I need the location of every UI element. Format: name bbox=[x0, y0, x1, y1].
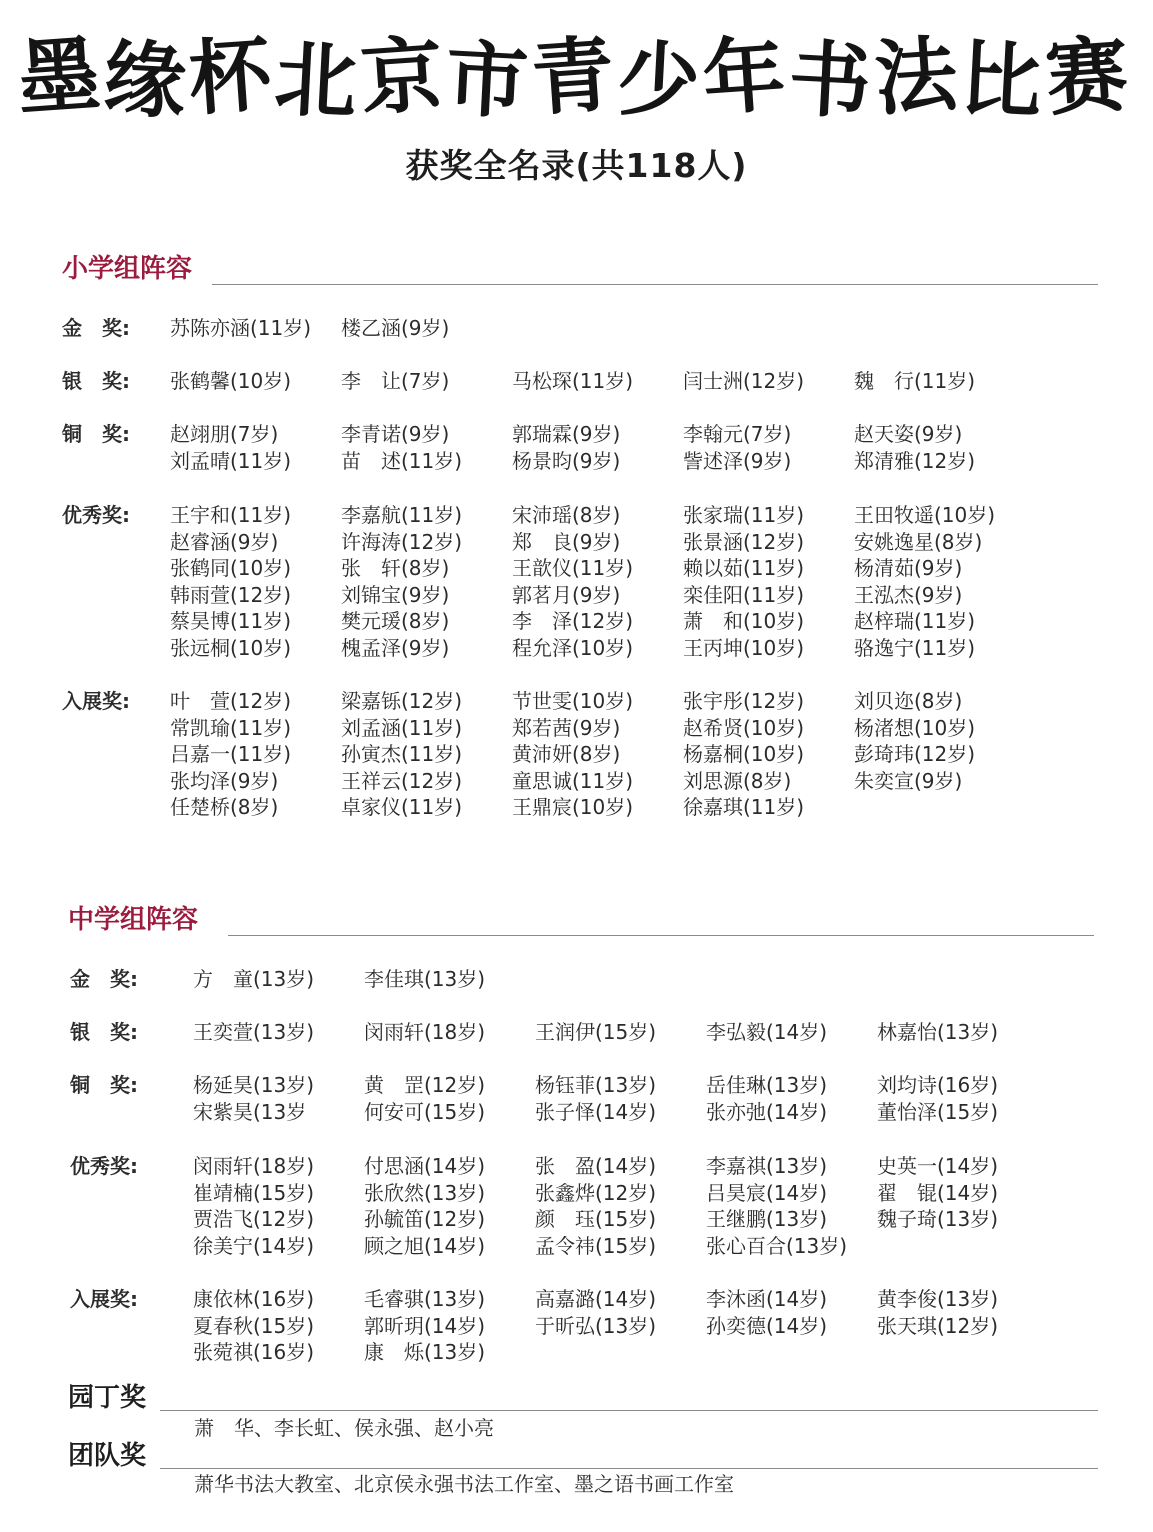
winner-name: 郭昕玥(14岁) bbox=[364, 1313, 486, 1338]
winner-name: 梁嘉铄(12岁) bbox=[341, 689, 463, 713]
award-label: 铜 奖: bbox=[70, 1073, 138, 1097]
award-label: 优秀奖: bbox=[62, 503, 130, 527]
calligraphy-character: 青 bbox=[528, 26, 618, 128]
winner-name: 张菀祺(16岁) bbox=[193, 1340, 315, 1364]
calligraphy-character: 市 bbox=[443, 30, 531, 132]
name-list bbox=[193, 966, 1048, 993]
winner-name: 黄 罡(12岁) bbox=[364, 1073, 486, 1097]
name-list bbox=[170, 368, 1025, 395]
winner-name: 郑若茜(9岁) bbox=[512, 715, 621, 740]
winner-name: 黄沛妍(8岁) bbox=[512, 742, 621, 766]
calligraphy-character: 赛 bbox=[1042, 26, 1132, 128]
winner-name: 闫士洲(12岁) bbox=[683, 369, 805, 393]
winner-name: 王田牧遥(10岁) bbox=[854, 503, 996, 527]
winner-name: 于昕弘(13岁) bbox=[535, 1313, 657, 1338]
winner-name: 张心百合(13岁) bbox=[706, 1233, 848, 1258]
winner-name: 黄李俊(13岁) bbox=[877, 1287, 999, 1311]
winner-name: 李沐函(14岁) bbox=[706, 1287, 828, 1311]
winner-name: 郭茗月(9岁) bbox=[512, 582, 621, 607]
winner-name: 林嘉怡(13岁) bbox=[877, 1020, 999, 1044]
winner-name: 刘孟涵(11岁) bbox=[341, 715, 463, 740]
page-subtitle: 获奖全名录(共118人) bbox=[405, 146, 748, 185]
calligraphy-character: 北 bbox=[272, 30, 360, 132]
winner-name: 李翰元(7岁) bbox=[683, 422, 792, 446]
winner-name: 李 泽(12岁) bbox=[512, 609, 634, 633]
winner-name: 槐孟泽(9岁) bbox=[341, 635, 450, 660]
winner-name: 徐嘉琪(11岁) bbox=[683, 795, 805, 819]
winner-name: 张远桐(10岁) bbox=[170, 635, 292, 660]
winner-name: 张天琪(12岁) bbox=[877, 1313, 999, 1338]
winner-name: 节世雯(10岁) bbox=[512, 689, 634, 713]
winner-name: 任楚桥(8岁) bbox=[170, 795, 279, 819]
winner-name: 孙寅杰(11岁) bbox=[341, 742, 463, 766]
winner-name: 史英一(14岁) bbox=[877, 1154, 999, 1178]
winner-name: 刘思源(8岁) bbox=[683, 768, 792, 793]
winner-name: 赖以茹(11岁) bbox=[683, 556, 805, 580]
winner-name: 何安可(15岁) bbox=[364, 1099, 486, 1124]
calligraphy-character: 比 bbox=[957, 30, 1045, 132]
winner-name: 孙奕德(14岁) bbox=[706, 1313, 828, 1338]
calligraphy-character: 少 bbox=[614, 30, 702, 132]
calligraphy-character: 书 bbox=[786, 30, 874, 132]
winner-name: 萧 和(10岁) bbox=[683, 609, 805, 633]
winner-name: 朱奕宣(9岁) bbox=[854, 768, 963, 793]
team-award-names: 萧华书法大教室、北京侯永强书法工作室、墨之语书画工作室 bbox=[194, 1472, 734, 1496]
winner-name: 张欣然(13岁) bbox=[364, 1180, 486, 1205]
winner-name: 孟令祎(15岁) bbox=[535, 1233, 657, 1258]
winner-name: 赵天姿(9岁) bbox=[854, 422, 963, 446]
gardener-award-title: 园丁奖 bbox=[68, 1383, 147, 1413]
winner-name: 王丙坤(10岁) bbox=[683, 635, 805, 660]
winner-name: 张均泽(9岁) bbox=[170, 768, 279, 793]
winner-name: 高嘉潞(14岁) bbox=[535, 1287, 657, 1311]
winner-name: 赵翊朋(7岁) bbox=[170, 422, 279, 446]
winner-name: 杨渚想(10岁) bbox=[854, 715, 976, 740]
winner-name: 张宇彤(12岁) bbox=[683, 689, 805, 713]
winner-name: 樊元瑗(8岁) bbox=[341, 609, 450, 633]
section-divider bbox=[212, 284, 1098, 285]
gardener-award-names: 萧 华、李长虹、侯永强、赵小亮 bbox=[194, 1416, 494, 1440]
winner-name: 卓家仪(11岁) bbox=[341, 795, 463, 819]
gardener-divider bbox=[160, 1410, 1098, 1411]
calligraphy-character: 年 bbox=[700, 26, 789, 128]
winner-name: 毛睿骐(13岁) bbox=[364, 1287, 486, 1311]
calligraphy-banner bbox=[14, 22, 1132, 132]
winner-name: 彭琦玮(12岁) bbox=[854, 742, 976, 766]
winner-name: 张 盈(14岁) bbox=[535, 1154, 657, 1178]
name-list bbox=[170, 421, 1025, 474]
team-award-title: 团队奖 bbox=[68, 1441, 147, 1471]
winner-name: 骆逸宁(11岁) bbox=[854, 635, 976, 660]
winner-name: 刘贝迩(8岁) bbox=[854, 689, 963, 713]
winner-name: 付思涵(14岁) bbox=[364, 1154, 486, 1178]
winner-name: 李 让(7岁) bbox=[341, 369, 450, 393]
primary-section bbox=[0, 252, 1153, 819]
winner-name: 王奕萱(13岁) bbox=[193, 1020, 315, 1044]
winner-name: 安姚逸星(8岁) bbox=[854, 529, 983, 554]
winner-name: 王鼎宸(10岁) bbox=[512, 795, 634, 819]
winner-name: 宋紫昊(13岁 bbox=[193, 1099, 307, 1124]
winner-name: 闵雨轩(18岁) bbox=[364, 1020, 486, 1044]
calligraphy-character: 墨 bbox=[14, 26, 104, 128]
winner-name: 楼乙涵(9岁) bbox=[341, 316, 450, 340]
winner-name: 李嘉祺(13岁) bbox=[706, 1154, 828, 1178]
award-label: 金 奖: bbox=[62, 316, 130, 340]
winner-name: 顾之旭(14岁) bbox=[364, 1233, 486, 1258]
winner-name: 杨延昊(13岁) bbox=[193, 1073, 315, 1097]
winner-name: 刘锦宝(9岁) bbox=[341, 582, 450, 607]
winner-name: 魏 行(11岁) bbox=[854, 369, 976, 393]
name-list bbox=[193, 1019, 1048, 1046]
award-label: 入展奖: bbox=[70, 1287, 138, 1311]
winner-name: 宋沛瑶(8岁) bbox=[512, 503, 621, 527]
winner-name: 叶 萱(12岁) bbox=[170, 689, 292, 713]
winner-name: 董怡泽(15岁) bbox=[877, 1099, 999, 1124]
winner-name: 张子怿(14岁) bbox=[535, 1099, 657, 1124]
winner-name: 康依林(16岁) bbox=[193, 1287, 315, 1311]
section-divider bbox=[228, 935, 1094, 936]
name-list bbox=[193, 1153, 1048, 1259]
award-label: 优秀奖: bbox=[70, 1154, 138, 1178]
winner-name: 程允泽(10岁) bbox=[512, 635, 634, 660]
winner-name: 赵梓瑞(11岁) bbox=[854, 609, 976, 633]
winner-name: 赵希贤(10岁) bbox=[683, 715, 805, 740]
winner-name: 王润伊(15岁) bbox=[535, 1020, 657, 1044]
winner-name: 张鹤馨(10岁) bbox=[170, 369, 292, 393]
winner-name: 王宇和(11岁) bbox=[170, 503, 292, 527]
calligraphy-character: 京 bbox=[357, 26, 446, 128]
winner-name: 康 烁(13岁) bbox=[364, 1340, 486, 1364]
winner-name: 郭瑞霖(9岁) bbox=[512, 422, 621, 446]
name-list bbox=[170, 502, 1025, 661]
award-label: 铜 奖: bbox=[62, 422, 130, 446]
winner-name: 赵睿涵(9岁) bbox=[170, 529, 279, 554]
winner-name: 郑清雅(12岁) bbox=[854, 448, 976, 473]
calligraphy-character: 杯 bbox=[186, 26, 275, 128]
calligraphy-character: 法 bbox=[871, 26, 960, 128]
name-list bbox=[193, 1072, 1048, 1125]
winner-name: 张家瑞(11岁) bbox=[683, 503, 805, 527]
winner-name: 郑 良(9岁) bbox=[512, 529, 621, 554]
winner-name: 吕昊宸(14岁) bbox=[706, 1180, 828, 1205]
award-label: 银 奖: bbox=[62, 369, 130, 393]
section-title: 小学组阵容 bbox=[62, 254, 193, 284]
winner-name: 杨嘉桐(10岁) bbox=[683, 742, 805, 766]
winner-name: 刘孟晴(11岁) bbox=[170, 448, 292, 473]
winner-name: 栾佳阳(11岁) bbox=[683, 582, 805, 607]
winner-name: 刘均诗(16岁) bbox=[877, 1073, 999, 1097]
winner-name: 翟 锟(14岁) bbox=[877, 1180, 999, 1205]
winner-name: 李弘毅(14岁) bbox=[706, 1020, 828, 1044]
winner-name: 许海涛(12岁) bbox=[341, 529, 463, 554]
winner-name: 杨清茹(9岁) bbox=[854, 556, 963, 580]
award-label: 银 奖: bbox=[70, 1020, 138, 1044]
winner-name: 夏春秋(15岁) bbox=[193, 1313, 315, 1338]
winner-name: 颜 珏(15岁) bbox=[535, 1207, 657, 1231]
award-label: 入展奖: bbox=[62, 689, 130, 713]
winner-name: 童思诚(11岁) bbox=[512, 768, 634, 793]
winner-name: 苗 述(11岁) bbox=[341, 448, 463, 473]
winner-name: 张鹤同(10岁) bbox=[170, 556, 292, 580]
winner-name: 李青诺(9岁) bbox=[341, 422, 450, 446]
winner-name: 贾浩飞(12岁) bbox=[193, 1207, 315, 1231]
winner-name: 魏子琦(13岁) bbox=[877, 1207, 999, 1231]
winner-name: 常凯瑜(11岁) bbox=[170, 715, 292, 740]
winner-name: 王祥云(12岁) bbox=[341, 768, 463, 793]
winner-name: 訾述泽(9岁) bbox=[683, 448, 792, 473]
winner-name: 苏陈亦涵(11岁) bbox=[170, 316, 312, 340]
winner-name: 王继鹏(13岁) bbox=[706, 1207, 828, 1231]
winner-name: 吕嘉一(11岁) bbox=[170, 742, 292, 766]
winner-name: 闵雨轩(18岁) bbox=[193, 1154, 315, 1178]
section-title: 中学组阵容 bbox=[68, 905, 199, 935]
award-label: 金 奖: bbox=[70, 967, 138, 991]
winner-name: 马松琛(11岁) bbox=[512, 369, 634, 393]
team-divider bbox=[160, 1468, 1098, 1469]
winner-name: 王歆仪(11岁) bbox=[512, 556, 634, 580]
winner-name: 孙毓笛(12岁) bbox=[364, 1207, 486, 1231]
name-list bbox=[170, 315, 1025, 342]
winner-name: 杨景昀(9岁) bbox=[512, 448, 621, 473]
winner-name: 崔靖楠(15岁) bbox=[193, 1180, 315, 1205]
winner-name: 岳佳琳(13岁) bbox=[706, 1073, 828, 1097]
middle-section bbox=[0, 903, 1153, 1364]
winner-name: 蔡昊博(11岁) bbox=[170, 609, 292, 633]
winner-name: 李嘉航(11岁) bbox=[341, 503, 463, 527]
winner-name: 杨钰菲(13岁) bbox=[535, 1073, 657, 1097]
winner-name: 张鑫烨(12岁) bbox=[535, 1180, 657, 1205]
name-list bbox=[193, 1286, 1048, 1366]
winner-name: 王泓杰(9岁) bbox=[854, 582, 963, 607]
winner-name: 张亦弛(14岁) bbox=[706, 1099, 828, 1124]
winner-name: 张 轩(8岁) bbox=[341, 556, 450, 580]
winner-name: 张景涵(12岁) bbox=[683, 529, 805, 554]
winner-name: 韩雨萱(12岁) bbox=[170, 582, 292, 607]
name-list bbox=[170, 688, 1025, 821]
winner-name: 方 童(13岁) bbox=[193, 967, 315, 991]
winner-name: 徐美宁(14岁) bbox=[193, 1233, 315, 1258]
winner-name: 李佳琪(13岁) bbox=[364, 967, 486, 991]
calligraphy-character: 缘 bbox=[100, 30, 188, 132]
